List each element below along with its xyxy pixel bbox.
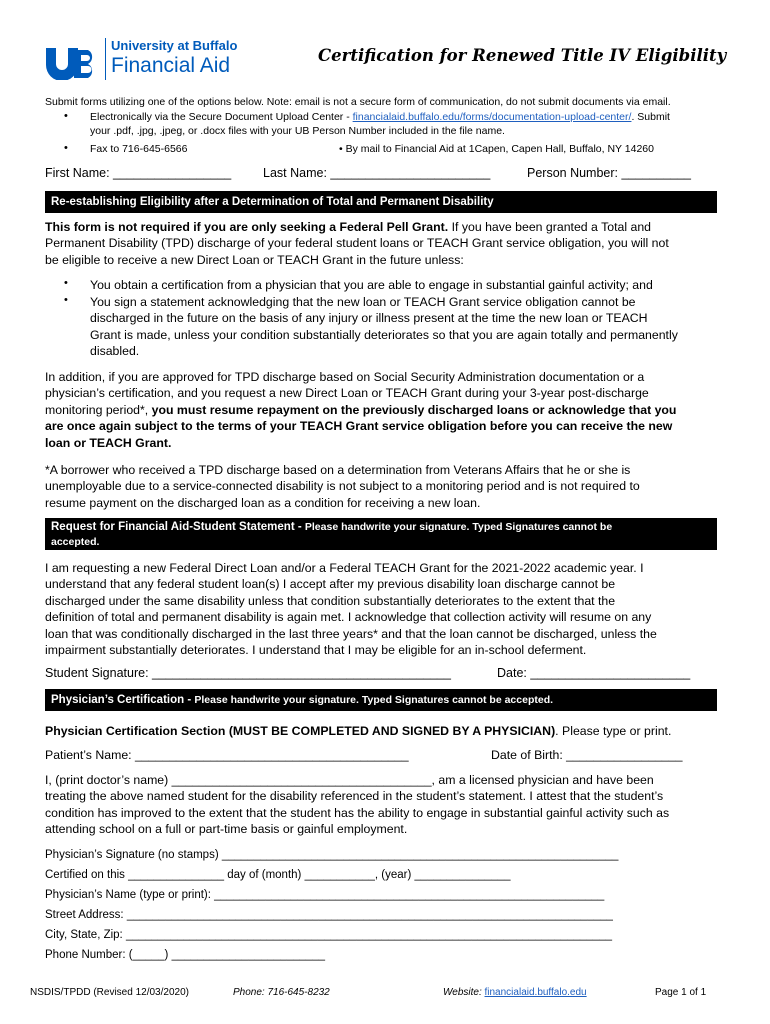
student-heading-line1	[51, 520, 711, 535]
certified-date-field[interactable]: Certified on this _______________ day of (month) ___________, (year) _______________	[45, 869, 511, 881]
phone-number-field[interactable]: Phone Number: (_____) ________________________	[45, 949, 326, 961]
p3-line2: unemployable due to a service-connected disability is not subject to a monitoring period and is not required to	[45, 479, 640, 494]
physician-cert-instructions	[45, 723, 671, 739]
submit-fax: Fax to 716-645-6566	[90, 143, 188, 155]
physician-heading-note: Please handwrite your signature. Typed Signatures cannot be accepted.	[194, 694, 554, 706]
p1-line1	[45, 219, 725, 235]
bullet-1: You obtain a certification from a physician that you are able to engage in substantial gainful activity; and	[90, 278, 653, 292]
bullet-2-line4: disabled.	[90, 344, 140, 359]
last-name-field[interactable]: Last Name: _______________________	[263, 166, 491, 180]
bullet-icon: •	[64, 110, 68, 122]
street-address-field[interactable]: Street Address: ____________________________________________________________________________	[45, 909, 613, 921]
p2-line1: In addition, if you are approved for TPD discharge based on Social Security Administration documentation or a	[45, 370, 645, 384]
student-heading-line2: accepted.	[51, 536, 100, 548]
city-state-zip-field[interactable]: City, State, Zip: ____________________________________________________________________________	[45, 929, 613, 941]
university-name: University at Buffalo	[111, 38, 238, 53]
p2-line3	[45, 402, 676, 418]
physician-cert-bold: Physician Certification Section (MUST BE COMPLETED AND SIGNED BY A PHYSICIAN)	[45, 724, 556, 738]
physician-signature-field[interactable]: Physician’s Signature (no stamps) ______________________________________________________________	[45, 849, 619, 861]
bullet-icon: •	[64, 277, 68, 289]
section-heading-physician	[45, 689, 717, 711]
p2-line3-regular: monitoring period*,	[45, 402, 152, 417]
physician-heading-title: Physician’s Certification -	[51, 694, 195, 706]
physician-cert-rest: . Please type or print.	[555, 724, 672, 738]
doctor-attestation	[45, 772, 669, 838]
footer-website	[443, 987, 587, 998]
statement-line2: understand that any federal student loan(s) I accept after my previous disability loan discharge cannot be	[45, 577, 616, 592]
p1-line3: be eligible to receive a new Direct Loan or TEACH Grant in the future unless:	[45, 252, 464, 267]
p3-line3: resume payment on the discharged loan as a condition for receiving a new loan.	[45, 495, 481, 510]
section1-p3	[45, 462, 640, 511]
patient-name-field[interactable]: Patient’s Name: ________________________________________	[45, 748, 409, 762]
pell-note: This form is not required if you are only seeking a Federal Pell Grant.	[45, 220, 449, 234]
date-of-birth-field[interactable]: Date of Birth: _________________	[491, 748, 683, 762]
submit-electronic	[90, 110, 670, 125]
bullet-2	[90, 294, 678, 360]
student-heading-note: Please handwrite your signature. Typed Signatures cannot be	[304, 521, 613, 533]
person-number-field[interactable]: Person Number: __________	[527, 166, 692, 180]
student-heading-title: Request for Financial Aid-Student Statement -	[51, 521, 305, 533]
p2-line2: physician’s certification, and you request a new Direct Loan or TEACH Grant during your 3-year post-discharge	[45, 386, 649, 401]
physician-name-field[interactable]: Physician’s Name (type or print): _____________________________________________________________	[45, 889, 605, 901]
student-signature-field[interactable]: Student Signature: ___________________________________________	[45, 666, 451, 680]
submit-electronic-line2: your .pdf, .jpg, .jpeg, or .docx files with your UB Person Number included in the file name.	[90, 125, 505, 137]
website-link[interactable]: financialaid.buffalo.edu	[484, 987, 587, 998]
p2-line3-bold: you must resume repayment on the previously discharged loans or acknowledge that you	[151, 402, 677, 417]
attestation-line2: treating the above named student for the disability referenced in the student’s statement. I attest that the student’s	[45, 789, 664, 804]
bullet-icon: •	[64, 294, 68, 306]
statement-line5: loan that was conditionally discharged in the last three years* and that the loan cannot be discharged, unless the	[45, 626, 657, 641]
upload-center-link[interactable]: financialaid.buffalo.edu/forms/documentation-upload-center/	[352, 111, 632, 123]
footer-phone: Phone: 716-645-8232	[233, 987, 330, 998]
logo-divider	[105, 38, 106, 80]
section1-p2	[45, 369, 676, 451]
bullet-2-line1: You sign a statement acknowledging that the new loan or TEACH Grant service obligation cannot be	[90, 295, 636, 309]
p2-line5: loan or TEACH Grant.	[45, 435, 172, 450]
p2-line4: are once again subject to the terms of your TEACH Grant service obligation before you can receive the new	[45, 419, 673, 434]
attestation-line3: condition has improved to the extent that the student has the ability to engage in substantial gainful activity such as	[45, 805, 670, 820]
statement-line1: I am requesting a new Federal Direct Loan and/or a Federal TEACH Grant for the 2021-2022 academic year. I	[45, 561, 644, 575]
statement-line3: discharged under the same disability unless that condition substantially deteriorates to the extent that the	[45, 593, 616, 608]
p1-line2: Permanent Disability (TPD) discharge of your federal student loans or TEACH Grant service obligation, you will not	[45, 236, 669, 251]
student-date-field[interactable]: Date: _______________________	[497, 666, 691, 680]
statement-line6: impairment substantially deteriorates. I understand that I may be eligible for an in-school deferment.	[45, 643, 587, 658]
statement-line4: definition of total and permanent disability is again met. I acknowledge that collection activity will resume on any	[45, 610, 652, 625]
bullet-2-line3: Grant is made, unless your condition substantially deteriorates so that you are again totally and permanently	[90, 327, 678, 342]
electronic-suffix: . Submit	[631, 111, 670, 123]
student-statement	[45, 560, 657, 658]
section-heading-tpd: Re-establishing Eligibility after a Determination of Total and Permanent Disability	[45, 191, 717, 213]
bullet-2-line2: discharged in the future on the basis of any injury or illness present at the time the new loan or TEACH	[90, 311, 648, 326]
attestation-line4: attending school on a full or part-time basis or gainful employment.	[45, 822, 408, 837]
submit-intro: Submit forms utilizing one of the options below. Note: email is not a secure form of communication, do not submit documents via email.	[45, 96, 671, 108]
form-id: NSDIS/TPDD (Revised 12/03/2020)	[30, 987, 189, 998]
ub-logo-icon	[44, 44, 100, 80]
p1-line1-rest: If you have been granted a Total and	[448, 220, 651, 234]
electronic-prefix: Electronically via the Secure Document Upload Center -	[90, 111, 353, 123]
section-heading-student-statement	[45, 518, 717, 550]
page-number: Page 1 of 1	[655, 987, 707, 998]
website-label: Website:	[443, 987, 485, 998]
bullet-icon: •	[64, 142, 68, 154]
section1-body	[45, 219, 725, 268]
document-title: Certification for Renewed Title IV Eligibility	[318, 46, 727, 65]
p3-line1: *A borrower who received a TPD discharge based on a determination from Veterans Affairs that he or she is	[45, 463, 631, 477]
department-name: Financial Aid	[111, 54, 231, 77]
first-name-field[interactable]: First Name: _________________	[45, 166, 232, 180]
submit-mail: • By mail to Financial Aid at 1Capen, Capen Hall, Buffalo, NY 14260	[339, 143, 654, 155]
attestation-line1[interactable]: I, (print doctor’s name) ______________________________________, am a licensed physician and have been	[45, 773, 654, 787]
